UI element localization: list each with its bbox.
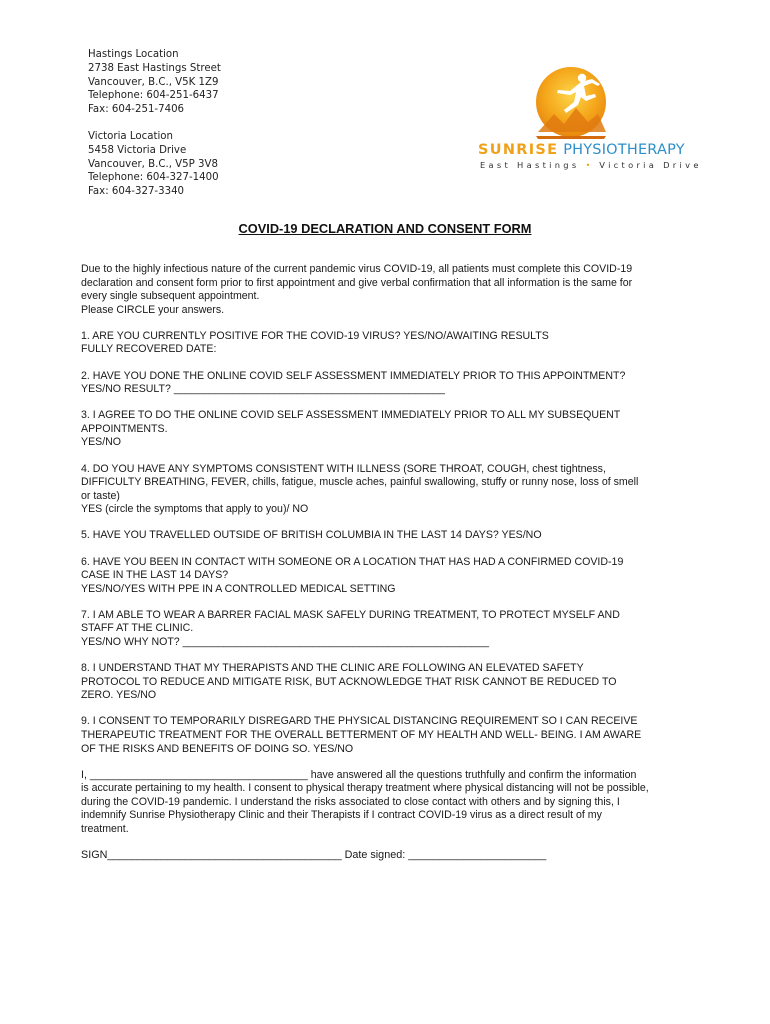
brand-name (478, 142, 685, 158)
form-title (0, 221, 770, 236)
hastings-name: Hastings Location (88, 49, 179, 60)
question-line: THERAPEUTIC TREATMENT FOR THE OVERALL BETTERMENT OF MY HEALTH AND WELL- BEING. I AM AWARE (81, 728, 642, 741)
sign-and-date-text: SIGN_______________________________________ Date signed: _______________________ (81, 849, 547, 862)
question-line: 5. HAVE YOU TRAVELLED OUTSIDE OF BRITISH COLUMBIA IN THE LAST 14 DAYS? YES/NO (81, 529, 542, 542)
question-line: APPOINTMENTS. (81, 422, 168, 435)
question-2[interactable] (81, 370, 693, 397)
question-5[interactable] (81, 529, 693, 543)
intro-line: Due to the highly infectious nature of the current pandemic virus COVID-19, all patients must complete this COVID-19 (81, 263, 633, 275)
question-line: OF THE RISKS AND BENEFITS OF DOING SO. YES/NO (81, 742, 354, 755)
form-title-text: COVID-19 DECLARATION AND CONSENT FORM (238, 221, 532, 236)
brand-name-part1: SUNRISE (478, 142, 559, 158)
question-1[interactable] (81, 330, 693, 357)
question-line: 9. I CONSENT TO TEMPORARILY DISREGARD THE PHYSICAL DISTANCING REQUIREMENT SO I CAN RECEIVE (81, 715, 638, 728)
hastings-fax: Fax: 604-251-7406 (88, 104, 185, 116)
victoria-city: Vancouver, B.C., V5P 3V8 (88, 158, 218, 170)
victoria-name: Victoria Location (88, 130, 173, 142)
question-line: PROTOCOL TO REDUCE AND MITIGATE RISK, BUT ACKNOWLEDGE THAT RISK CANNOT BE REDUCED TO (81, 675, 617, 688)
question-8[interactable] (81, 662, 693, 703)
question-line: 7. I AM ABLE TO WEAR A BARRER FACIAL MASK SAFELY DURING TREATMENT, TO PROTECT MYSELF AND (81, 608, 620, 621)
intro-line: Please CIRCLE your answers. (81, 303, 225, 316)
question-4[interactable] (81, 463, 693, 517)
question-7[interactable] (81, 609, 693, 650)
consent-line: treatment. (81, 823, 129, 835)
question-line: FULLY RECOVERED DATE: (81, 343, 217, 356)
question-line: DIFFICULTY BREATHING, FEVER, chills, fatigue, muscle aches, painful swallowing, stuffy or runny nose, loss of smell (81, 476, 639, 489)
question-line: YES/NO (81, 436, 122, 449)
consent-line: during the COVID-19 pandemic. I understand the risks associated to close contact with others and by signing this, I (81, 795, 620, 808)
question-6[interactable] (81, 556, 693, 597)
question-line: ZERO. YES/NO (81, 689, 157, 702)
consent-line: indemnify Sunrise Physiotherapy Clinic and their Therapists if I contract COVID-19 virus as a direct result of my (81, 809, 602, 822)
hastings-phone: Telephone: 604-251-6437 (88, 90, 219, 102)
question-line: YES/NO RESULT? ______________________________________________ (81, 383, 445, 396)
tagline-left: East Hastings (480, 160, 580, 170)
hastings-city: Vancouver, B.C., V5K 1Z9 (88, 76, 219, 88)
question-line: YES/NO WHY NOT? ____________________________________________________ (81, 635, 490, 648)
victoria-phone: Telephone: 604-327-1400 (88, 172, 219, 184)
question-3[interactable] (81, 409, 693, 450)
brand-tagline (480, 160, 702, 170)
question-line: 1. ARE YOU CURRENTLY POSITIVE FOR THE COVID-19 VIRUS? YES/NO/AWAITING RESULTS (81, 329, 549, 342)
clinic-addresses (88, 48, 221, 199)
question-line: 2. HAVE YOU DONE THE ONLINE COVID SELF ASSESSMENT IMMEDIATELY PRIOR TO THIS APPOINTMENT? (81, 369, 626, 382)
intro-paragraph (81, 263, 693, 317)
question-line: CASE IN THE LAST 14 DAYS? (81, 569, 229, 582)
question-line: 3. I AGREE TO DO THE ONLINE COVID SELF ASSESSMENT IMMEDIATELY PRIOR TO ALL MY SUBSEQUENT (81, 409, 621, 422)
consent-line: I, _____________________________________ have answered all the questions truthfully and confirm the information (81, 768, 637, 781)
question-line: YES (circle the symptoms that apply to you)/ NO (81, 503, 309, 516)
question-line: 4. DO YOU HAVE ANY SYMPTOMS CONSISTENT WITH ILLNESS (SORE THROAT, COUGH, chest tightness, (81, 462, 606, 475)
form-body (81, 263, 693, 875)
question-line: YES/NO/YES WITH PPE IN A CONTROLLED MEDICAL SETTING (81, 582, 396, 595)
question-line: 6. HAVE YOU BEEN IN CONTACT WITH SOMEONE OR A LOCATION THAT HAS HAD A CONFIRMED COVID-19 (81, 555, 624, 568)
consent-line: is accurate pertaining to my health. I consent to physical therapy treatment where physical distancing will not be possible, (81, 782, 649, 795)
tagline-right: Victoria Drive (599, 160, 702, 170)
clinic-logo (478, 64, 702, 184)
brand-name-part2: PHYSIOTHERAPY (563, 142, 685, 158)
victoria-fax: Fax: 604-327-3340 (88, 186, 185, 198)
question-line: 8. I UNDERSTAND THAT MY THERAPISTS AND THE CLINIC ARE FOLLOWING AN ELEVATED SAFETY (81, 662, 584, 675)
hastings-street: 2738 East Hastings Street (88, 62, 221, 74)
victoria-street: 5458 Victoria Drive (88, 144, 187, 156)
consent-paragraph[interactable] (81, 769, 693, 837)
signature-line[interactable] (81, 849, 693, 863)
tagline-separator: • (585, 160, 594, 170)
question-line: or taste) (81, 489, 120, 502)
question-line: STAFF AT THE CLINIC. (81, 622, 194, 635)
intro-line: declaration and consent form prior to first appointment and give verbal confirmation that all information is the same for (81, 276, 633, 289)
question-9[interactable] (81, 715, 693, 756)
intro-line: every single subsequent appointment. (81, 290, 260, 303)
sun-runner-logo-icon (526, 64, 616, 144)
